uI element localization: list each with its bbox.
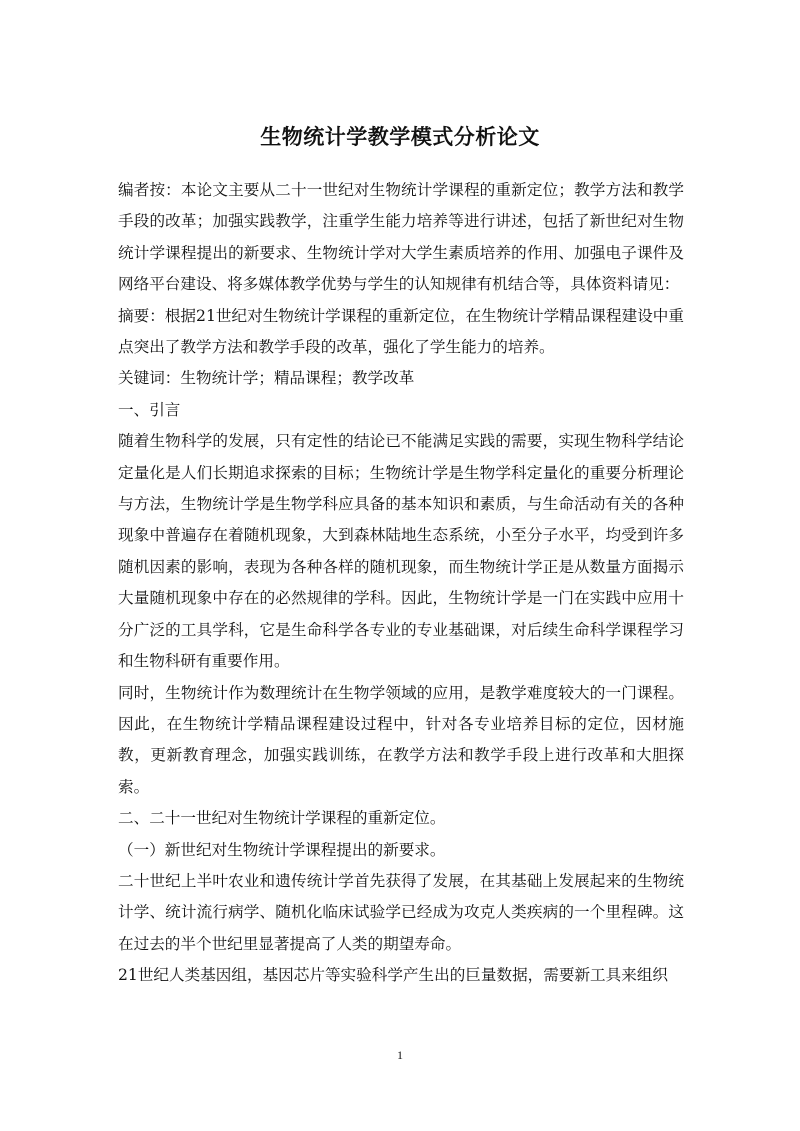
subsection-heading-new-requirements: （一）新世纪对生物统计学课程提出的新要求。 xyxy=(118,840,446,859)
body-paragraph: 21世纪人类基因组，基因芯片等实验科学产生出的巨量数据，需要新工具来组织 xyxy=(118,966,669,985)
section-heading-repositioning: 二、二十一世纪对生物统计学课程的重新定位。 xyxy=(118,809,446,828)
editor-note-paragraph: 编者按：本论文主要从二十一世纪对生物统计学课程的重新定位；教学方法和教学手段的改革；加强实践教学，注重学生能力培养等进行讲述，包括了新世纪对生物统计学课程提出的新要求、生物统计学对大学生素质培养的作用、加强电子课件及网络平台建设、将多媒体教学优势与学生的认知规律有机结合等，具体资料请见： xyxy=(118,181,684,294)
body-paragraph: 同时，生物统计作为数理统计在生物学领域的应用，是教学难度较大的一门课程。因此，在生物统计学精品课程建设过程中，针对各专业培养目标的定位，因材施教，更新教育理念，加强实践训练，在教学方法和教学手段上进行改革和大胆探索。 xyxy=(118,683,684,796)
body-paragraph: 二十世纪上半叶农业和遗传统计学首先获得了发展，在其基础上发展起来的生物统计学、统计流行病学、随机化临床试验学已经成为攻克人类疾病的一个里程碑。这在过去的半个世纪里显著提高了人类的期望寿命。 xyxy=(118,871,684,953)
document-title: 生物统计学教学模式分析论文 xyxy=(260,125,540,150)
keywords-paragraph: 关键词：生物统计学；精品课程；教学改革 xyxy=(118,369,415,388)
section-heading-introduction: 一、引言 xyxy=(118,400,181,419)
document-body xyxy=(118,175,684,992)
body-paragraph: 随着生物科学的发展，只有定性的结论已不能满足实践的需要，实现生物科学结论定量化是人们长期追求探索的目标；生物统计学是生物学科定量化的重要分析理论与方法，生物统计学是生物学科应具备的基本知识和素质，与生命活动有关的各种现象中普遍存在着随机现象，大到森林陆地生态系统，小至分子水平，均受到许多随机因素的影响，表现为各种各样的随机现象，而生物统计学正是从数量方面揭示大量随机现象中存在的必然规律的学科。因此，生物统计学是一门在实践中应用十分广泛的工具学科，它是生命科学各专业的专业基础课，对后续生命科学课程学习和生物科研有重要作用。 xyxy=(118,432,684,671)
abstract-paragraph: 摘要：根据21世纪对生物统计学课程的重新定位，在生物统计学精品课程建设中重点突出了教学方法和教学手段的改革，强化了学生能力的培养。 xyxy=(118,306,684,357)
page-number: 1 xyxy=(397,1048,403,1062)
